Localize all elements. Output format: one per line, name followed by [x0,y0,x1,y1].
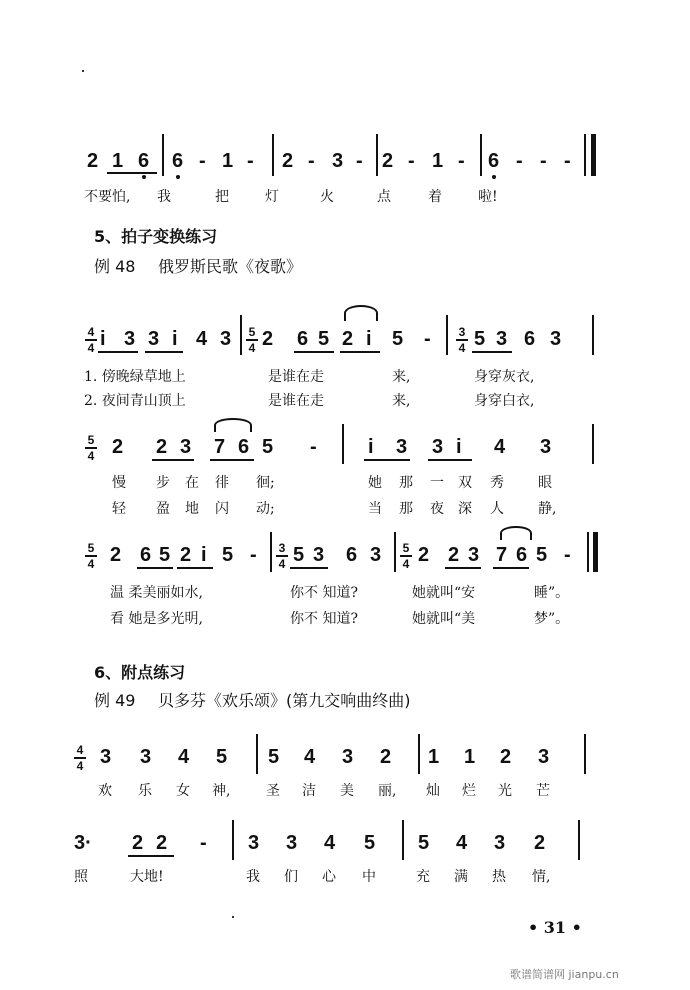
low-octave-dot [142,175,146,179]
final-barline [591,134,596,176]
barline [270,532,272,572]
lyric: 灯 [265,189,279,205]
note: 3 [496,328,508,350]
example-title: 俄罗斯民歌《夜歌》 [158,257,303,276]
note: 7 [496,544,508,566]
underline-beam [137,567,173,569]
lyric: 光 [498,783,512,799]
lyric: 闪 [215,501,229,517]
underline-beam [428,459,472,461]
lyric: 双 [458,475,472,491]
note: 5 [262,436,274,458]
lyric: 是谁在走 [268,393,324,409]
lyric: 欢 [98,783,112,799]
slur-arc [500,526,532,540]
barline [376,134,378,176]
time-signature: 5 4 [246,326,258,354]
underline-beam [364,459,410,461]
note: 3 [540,436,552,458]
underline-beam [98,351,138,353]
low-octave-dot [492,175,496,179]
note: 6 [140,544,152,566]
note: 4 [494,436,506,458]
note: 3 [342,746,354,768]
note: 3· [74,832,92,854]
scan-speck [82,70,84,72]
scan-speck [232,916,234,918]
note: 2 [342,328,354,350]
lyric: 点 [377,189,391,205]
note: 3 [124,328,136,350]
underline-beam [107,172,157,174]
lyric: 火 [320,189,334,205]
lyric: 地 [185,501,199,517]
lyric: 来, [392,393,411,409]
note: - [516,150,523,172]
barline [342,424,344,464]
barline [394,532,396,572]
lyric: 静, [538,501,557,517]
lyric: 她就叫“美 [412,611,476,627]
note: 1 [112,150,124,172]
note: 5 [268,746,280,768]
barline [592,315,594,355]
time-signature: 3 4 [456,326,468,354]
note: 1 [222,150,234,172]
note: 5 [536,544,548,566]
barline [587,532,589,572]
barline [232,820,234,860]
lyric: 们 [284,869,298,885]
note: 6 [516,544,528,566]
note: 3 [550,328,562,350]
lyric: 是谁在走 [268,369,324,385]
note: 2 [180,544,192,566]
section-heading: 5、拍子变换练习 [94,227,218,246]
time-signature: 3 4 [276,542,288,570]
lyric: 看 她是多光明, [110,611,203,627]
note: 3 [468,544,480,566]
lyric: 夜 [430,501,444,517]
note: 3 [248,832,260,854]
note: 1 [428,746,440,768]
lyric: 丽, [378,783,397,799]
lyric: 洁 [302,783,316,799]
note: 2 [156,436,168,458]
note: - [564,150,571,172]
lyric: 把 [215,189,229,205]
underline-beam [340,351,380,353]
note: 2 [418,544,430,566]
note: 2 [110,544,122,566]
note: 3 [148,328,160,350]
underline-beam [152,459,194,461]
lyric: 秀 [490,475,504,491]
note: 3 [180,436,192,458]
lyric: 你不 知道? [290,585,358,601]
note: - [564,544,571,566]
underline-beam [210,459,254,461]
note: 3 [313,544,325,566]
note: - [540,150,547,172]
note: 3 [538,746,550,768]
slur-arc [214,418,252,432]
lyric: 不要怕, [84,189,131,205]
lyric: 热 [492,869,506,885]
barline [446,315,448,355]
lyric: 温 柔美丽如水, [110,585,203,601]
lyric: 人 [490,501,504,517]
lyric: 中 [362,869,376,885]
watermark: 歌谱简谱网 jianpu.cn [510,968,619,981]
lyric: 轻 [112,501,126,517]
note: 3 [432,436,444,458]
note: - [250,544,257,566]
barline [584,734,586,774]
lyric: 情, [532,869,551,885]
page-number: • 31 • [528,918,582,937]
barline [578,820,580,860]
underline-beam [128,855,174,857]
low-octave-dot [176,175,180,179]
lyric: 当 [368,501,382,517]
note: i [368,436,374,458]
lyric: 啦! [478,189,498,205]
note: - [424,328,431,350]
note: 4 [196,328,208,350]
note: 3 [332,150,344,172]
time-signature: 5 4 [400,542,412,570]
note: 4 [456,832,468,854]
lyric: 眼 [538,475,552,491]
note: 5 [318,328,330,350]
note: 1 [432,150,444,172]
lyric: 灿 [426,783,440,799]
lyric: 盈 [156,501,170,517]
lyric: 身穿白衣, [474,393,535,409]
note: - [308,150,315,172]
note: i [201,544,207,566]
note: 2 [534,832,546,854]
lyric: 1. 傍晚绿草地上 [84,369,186,385]
lyric: 神, [212,783,231,799]
note: - [199,150,206,172]
note: 3 [140,746,152,768]
note: - [310,436,317,458]
note: 2 [380,746,392,768]
barline [480,134,482,176]
note: 3 [286,832,298,854]
note: 2 [112,436,124,458]
note: - [356,150,363,172]
lyric: 步 [156,475,170,491]
barline [240,315,242,355]
note: 6 [524,328,536,350]
note: 4 [304,746,316,768]
lyric: 满 [454,869,468,885]
note: 5 [474,328,486,350]
note: 2 [282,150,294,172]
example-number: 例 48 [94,257,136,276]
note: i [366,328,372,350]
note: 3 [494,832,506,854]
note: 2 [262,328,274,350]
lyric: 女 [176,783,190,799]
lyric: 2. 夜间青山顶上 [84,393,186,409]
underline-beam [290,567,328,569]
lyric: 充 [416,869,430,885]
lyric: 那 [399,475,413,491]
note: 3 [396,436,408,458]
lyric: 身穿灰衣, [474,369,535,385]
note: 3 [370,544,382,566]
underline-beam [294,351,334,353]
lyric: 乐 [138,783,152,799]
note: 7 [214,436,226,458]
lyric: 徊; [256,475,275,491]
note: i [456,436,462,458]
lyric: 你不 知道? [290,611,358,627]
example-title: 贝多芬《欢乐颂》(第九交响曲终曲) [158,691,411,710]
lyric: 深 [458,501,472,517]
lyric: 慢 [112,475,126,491]
example-number: 例 49 [94,691,136,710]
note: 5 [364,832,376,854]
note: - [408,150,415,172]
barline [584,134,586,176]
lyric: 来, [392,369,411,385]
final-barline [593,532,598,572]
note: 2 [500,746,512,768]
note: 6 [346,544,358,566]
lyric: 她就叫“安 [412,585,476,601]
note: 2 [87,150,99,172]
lyric: 睡”。 [534,585,570,601]
lyric: 圣 [266,783,280,799]
lyric: 大地! [130,869,164,885]
underline-beam [472,351,512,353]
lyric: 一 [430,475,444,491]
note: 2 [132,832,144,854]
note: - [200,832,207,854]
note: 6 [238,436,250,458]
lyric: 着 [428,189,442,205]
lyric: 我 [246,869,260,885]
lyric: 动; [256,501,275,517]
note: i [100,328,106,350]
note: 4 [324,832,336,854]
lyric: 芒 [536,783,550,799]
lyric: 照 [74,869,88,885]
lyric: 梦”。 [534,611,570,627]
time-signature: 4 4 [74,744,86,772]
note: 2 [382,150,394,172]
note: 5 [392,328,404,350]
note: - [247,150,254,172]
lyric: 徘 [215,475,229,491]
note: 5 [222,544,234,566]
slur-arc [344,305,378,321]
underline-beam [145,351,183,353]
underline-beam [177,567,213,569]
time-signature: 4 4 [85,326,97,354]
note: - [458,150,465,172]
note: i [172,328,178,350]
note: 2 [448,544,460,566]
underline-beam [493,567,529,569]
barline [592,424,594,464]
note: 6 [297,328,309,350]
time-signature: 5 4 [85,434,97,462]
lyric: 美 [340,783,354,799]
note: 4 [178,746,190,768]
note: 5 [293,544,305,566]
section-heading: 6、附点练习 [94,663,186,682]
barline [162,134,164,176]
barline [256,734,258,774]
lyric: 我 [157,189,171,205]
note: 6 [138,150,150,172]
note: 6 [488,150,500,172]
barline [272,134,274,176]
note: 5 [216,746,228,768]
note: 3 [220,328,232,350]
note: 6 [172,150,184,172]
lyric: 在 [185,475,199,491]
underline-beam [445,567,481,569]
lyric: 那 [399,501,413,517]
note: 2 [156,832,168,854]
note: 3 [100,746,112,768]
note: 1 [464,746,476,768]
barline [418,734,420,774]
time-signature: 5 4 [85,542,97,570]
note: 5 [159,544,171,566]
barline [402,820,404,860]
lyric: 她 [368,475,382,491]
lyric: 心 [322,869,336,885]
note: 5 [418,832,430,854]
lyric: 烂 [462,783,476,799]
